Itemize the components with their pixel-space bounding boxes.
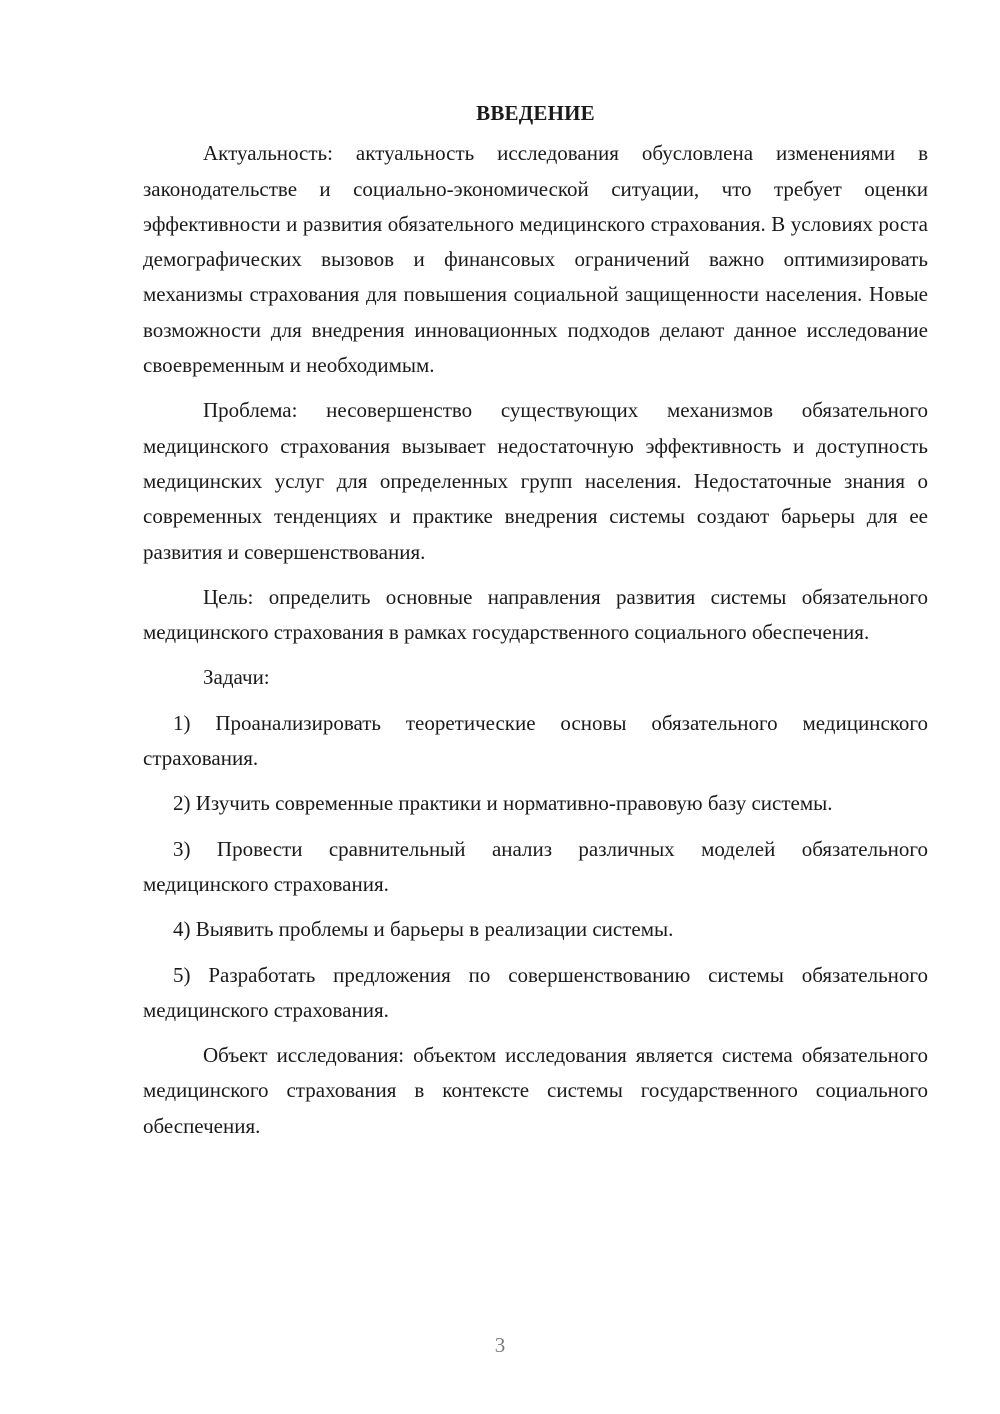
goal-paragraph: Цель: определить основные направления развития системы обязательного медицинского страхования в рамках государственного социального обеспечения. bbox=[143, 584, 928, 645]
problem-paragraph: Проблема: несовершенство существующих механизмов обязательного медицинского страхования вызывает недостаточную эффективность и доступность медицинских услуг для определенных групп населения. Недостаточные знания о современных тенденциях и практике внедрения системы создают барьеры для ее развития и совершенствования. bbox=[143, 398, 928, 564]
page-number: 3 bbox=[494, 1333, 506, 1357]
task-item-4: 4) Выявить проблемы и барьеры в реализации системы. bbox=[173, 917, 674, 942]
task-item-3: 3) Провести сравнительный анализ различных моделей обязательного медицинского страхования. bbox=[143, 836, 928, 896]
task-item-2: 2) Изучить современные практики и нормативно-правовую базу системы. bbox=[173, 791, 833, 816]
task-item-1: 1) Проанализировать теоретические основы обязательного медицинского страхования. bbox=[143, 710, 928, 771]
tasks-heading: Задачи: bbox=[203, 665, 270, 690]
object-paragraph: Объект исследования: объектом исследования является система обязательного медицинского страхования в контексте системы государственного социального обеспечения. bbox=[143, 1043, 928, 1138]
task-item-5: 5) Разработать предложения по совершенствованию системы обязательного медицинского страхования. bbox=[143, 962, 928, 1022]
section-title: ВВЕДЕНИЕ bbox=[476, 101, 595, 125]
document-page bbox=[143, 96, 928, 1154]
relevance-paragraph: Актуальность: актуальность исследования обусловлена изменениями в законодательстве и социально-экономической ситуации, что требует оценки эффективности и развития обязательного медицинского страхования. В условиях роста демографических вызовов и финансовых ограничений важно оптимизировать механизмы страхования для повышения социальной защищенности населения. Новые возможности для внедрения инновационных подходов делают данное исследование своевременным и необходимым. bbox=[143, 141, 928, 378]
